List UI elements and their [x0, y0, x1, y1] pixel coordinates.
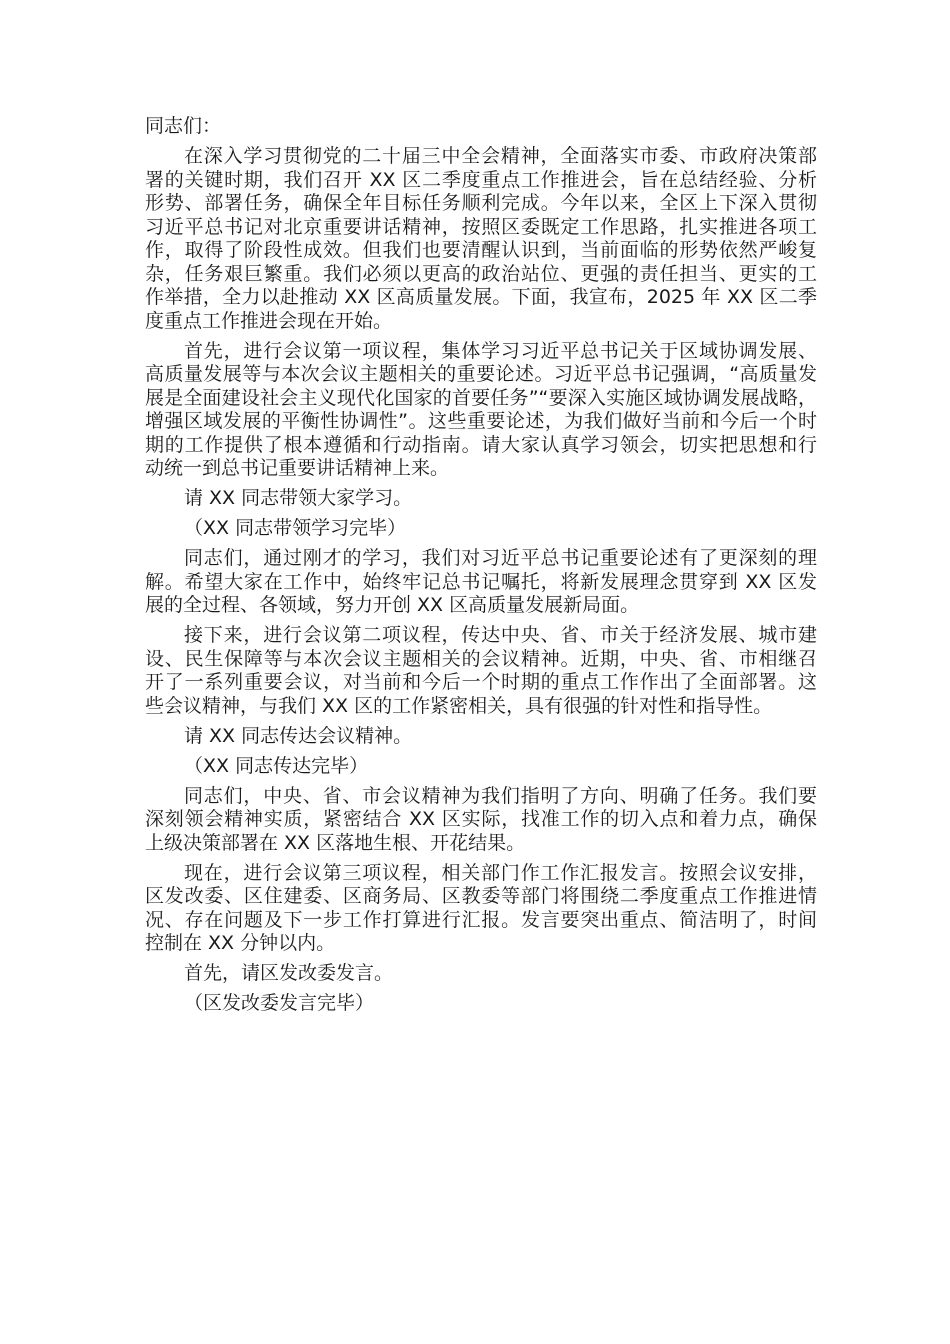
paragraph: [145, 725, 817, 749]
text-line: 期的工作提供了根本遵循和行动指南。请大家认真学习领会，切实把思想和行: [145, 433, 817, 456]
text-line: 请 XX 同志带领大家学习。: [184, 487, 413, 509]
paragraph: [145, 755, 817, 779]
text-line: 区发改委、区住建委、区商务局、区教委等部门将围绕二季度重点工作推进情: [145, 885, 817, 907]
text-line: 同志们：: [145, 115, 222, 137]
paragraph: [145, 785, 817, 856]
text-line: 请 XX 同志传达会议精神。: [184, 724, 413, 747]
text-line: 上级决策部署在 XX 区落地生根、开花结果。: [145, 831, 526, 854]
paragraph: [145, 340, 817, 481]
text-line: 作，取得了阶段性成效。但我们也要清醒认识到，当前面临的形势依然严峻复: [145, 239, 817, 261]
text-line: 高质量发展等与本次会议主题相关的重要论述。习近平总书记强调，“高质量发: [145, 363, 817, 385]
text-line: 些会议精神，与我们 XX 区的工作紧密相关，具有很强的针对性和指导性。: [145, 694, 773, 717]
text-line: 解。希望大家在工作中，始终牢记总书记嘱托，将新发展理念贯穿到 XX 区发: [145, 570, 817, 593]
text-line: 展的全过程、各领域，努力开创 XX 区高质量发展新局面。: [145, 594, 640, 616]
text-line: 现在，进行会议第三项议程，相关部门作工作汇报发言。按照会议安排，: [184, 861, 817, 884]
text-line: 控制在 XX 分钟以内。: [145, 932, 336, 954]
text-line: 展是全面建设社会主义现代化国家的首要任务”“要深入实施区域协调发展战略，: [145, 386, 817, 409]
text-line: 首先，进行会议第一项议程，集体学习习近平总书记关于区域协调发展、: [184, 339, 817, 362]
text-line: 动统一到总书记重要讲话精神上来。: [145, 457, 450, 479]
paragraph: [145, 624, 817, 718]
text-line: 度重点工作推进会现在开始。: [145, 309, 393, 332]
text-line: （XX 同志传达完毕）: [184, 754, 369, 777]
text-line: 首先，请区发改委发言。: [184, 962, 394, 984]
text-line: 在深入学习贯彻党的二十届三中全会精神，全面落实市委、市政府决策部: [184, 145, 817, 167]
text-line: 形势、部署任务，确保全年目标任务顺利完成。今年以来，全区上下深入贯彻: [145, 192, 817, 214]
paragraph: [145, 145, 817, 333]
text-line: 增强区域发展的平衡性协调性”。这些重要论述，为我们做好当前和今后一个时: [145, 410, 817, 432]
paragraph: [145, 547, 817, 618]
text-line: 同志们，通过刚才的学习，我们对习近平总书记重要论述有了更深刻的理: [184, 547, 817, 569]
paragraph: [145, 487, 817, 511]
text-line: 设、民生保障等与本次会议主题相关的会议精神。近期，中央、省、市相继召: [145, 647, 817, 670]
paragraph: [145, 862, 817, 956]
text-line: 作举措，全力以赴推动 XX 区高质量发展。下面，我宣布，2025 年 XX 区二季: [145, 286, 817, 308]
paragraph: [145, 517, 817, 541]
text-line: （XX 同志带领学习完毕）: [184, 517, 407, 539]
text-line: （区发改委发言完毕）: [184, 992, 375, 1014]
paragraph: [145, 992, 817, 1016]
text-line: 杂，任务艰巨繁重。我们必须以更高的政治站位、更强的责任担当、更实的工: [145, 262, 817, 285]
text-line: 接下来，进行会议第二项议程，传达中央、省、市关于经济发展、城市建: [184, 624, 817, 646]
text-line: 开了一系列重要会议，对当前和今后一个时期的重点工作作出了全面部署。这: [145, 671, 817, 693]
document-body: [145, 115, 817, 1022]
salutation: [145, 115, 817, 139]
text-line: 署的关键时期，我们召开 XX 区二季度重点工作推进会，旨在总结经验、分析: [145, 168, 817, 191]
paragraph: [145, 962, 817, 986]
text-line: 习近平总书记对北京重要讲话精神，按照区委既定工作思路，扎实推进各项工: [145, 215, 817, 238]
text-line: 况、存在问题及下一步工作打算进行汇报。发言要突出重点、简洁明了，时间: [145, 908, 817, 931]
text-line: 同志们，中央、省、市会议精神为我们指明了方向、明确了任务。我们要: [184, 784, 817, 807]
text-line: 深刻领会精神实质，紧密结合 XX 区实际，找准工作的切入点和着力点，确保: [145, 808, 817, 830]
